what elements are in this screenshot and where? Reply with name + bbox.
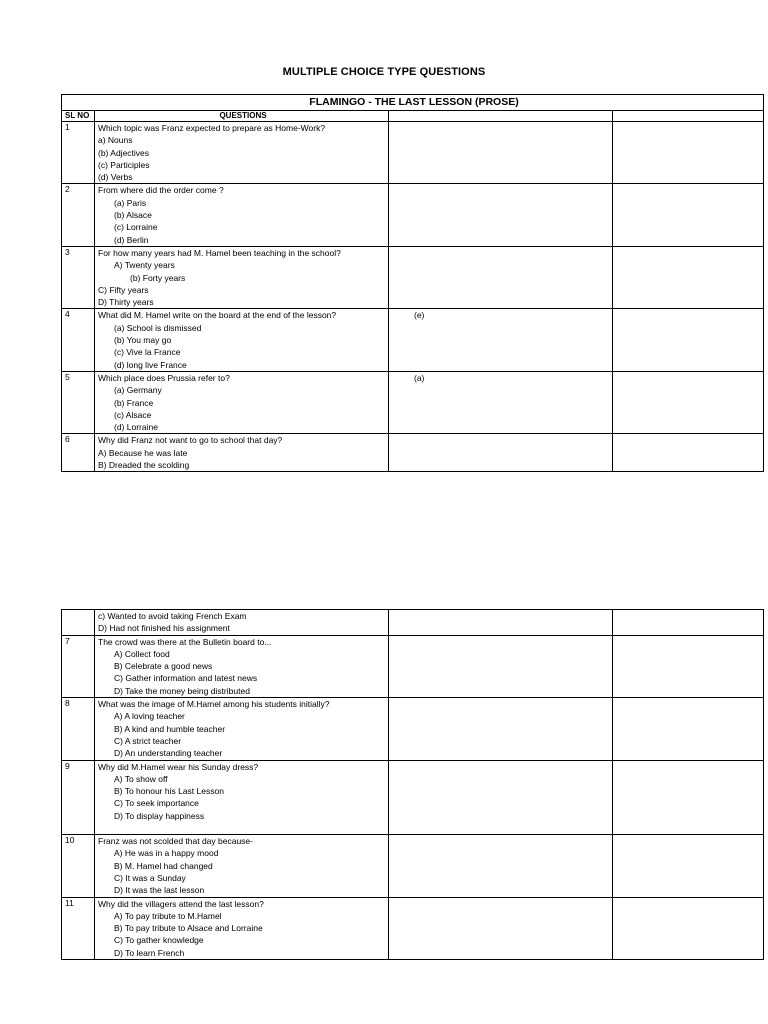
answer-text: (a)	[414, 372, 425, 383]
option: D) Take the money being distributed	[114, 685, 250, 696]
question-cell	[95, 309, 389, 371]
answer-cell	[389, 246, 613, 308]
extra-cell	[613, 246, 764, 308]
question-cell	[95, 698, 389, 760]
table-row	[62, 635, 764, 697]
table-row	[62, 698, 764, 760]
answer-cell	[389, 184, 613, 246]
answer-cell	[389, 635, 613, 697]
table-row	[62, 371, 764, 433]
table-row	[62, 246, 764, 308]
option: C) To seek importance	[114, 798, 199, 809]
extra-cell	[613, 698, 764, 760]
question-cell	[95, 184, 389, 246]
answer-cell	[389, 309, 613, 371]
option: D) To display happiness	[114, 810, 205, 821]
question-number-empty	[62, 610, 95, 636]
question-text: Why did M.Hamel wear his Sunday dress?	[98, 761, 259, 772]
question-number: 4	[62, 309, 95, 371]
option: (c) Vive la France	[114, 347, 181, 358]
option: B) To pay tribute to Alsace and Lorraine	[114, 923, 263, 934]
option: D) Thirty years	[98, 297, 154, 308]
question-number: 8	[62, 698, 95, 760]
option: (d) Lorraine	[114, 422, 158, 433]
option: D) An understanding teacher	[114, 748, 223, 759]
option: A) To show off	[114, 773, 168, 784]
option: D) To learn French	[114, 947, 185, 958]
option: C) A strict teacher	[114, 735, 182, 746]
option: (b) France	[114, 397, 154, 408]
question-text: From where did the order come ?	[98, 185, 224, 196]
option: (a) School is dismissed	[114, 322, 202, 333]
answer-cell	[389, 610, 613, 636]
question-number: 6	[62, 434, 95, 472]
extra-cell	[613, 122, 764, 184]
question-text: Which place does Prussia refer to?	[98, 372, 230, 383]
answer-cell	[389, 122, 613, 184]
option: D) It was the last lesson	[114, 885, 205, 896]
question-number: 1	[62, 122, 95, 184]
option: (c) Lorraine	[114, 222, 158, 233]
question-text: What was the image of M.Hamel among his students initially?	[98, 699, 330, 710]
header-questions: QUESTIONS	[95, 111, 389, 122]
header-sl-no: SL NO	[62, 111, 95, 122]
option: (d) Berlin	[114, 234, 149, 245]
option: (a) Paris	[114, 197, 147, 208]
option: B) Celebrate a good news	[114, 661, 213, 672]
answer-cell	[389, 760, 613, 834]
answer-cell	[389, 698, 613, 760]
answer-text: (e)	[414, 310, 425, 321]
question-text: What did M. Hamel write on the board at the end of the lesson?	[98, 310, 337, 321]
header-empty	[613, 111, 764, 122]
table-row	[62, 122, 764, 184]
option: C) Gather information and latest news	[114, 673, 258, 684]
questions-table	[61, 94, 764, 472]
question-text: For how many years had M. Hamel been teaching in the school?	[98, 247, 341, 258]
page-title: MULTIPLE CHOICE TYPE QUESTIONS	[282, 66, 486, 78]
extra-cell	[613, 835, 764, 897]
table-row	[62, 760, 764, 834]
option: A) To pay tribute to M.Hamel	[114, 910, 222, 921]
table-row	[62, 184, 764, 246]
table-row	[62, 434, 764, 472]
question-text: Why did Franz not want to go to school that day?	[98, 435, 283, 446]
table-row	[62, 835, 764, 897]
extra-cell	[613, 184, 764, 246]
answer-cell	[389, 371, 613, 433]
option: B) To honour his Last Lesson	[114, 786, 224, 797]
question-text: Franz was not scolded that day because-	[98, 836, 253, 847]
option: C) Fifty years	[98, 284, 149, 295]
extra-cell	[613, 309, 764, 371]
table-row	[62, 897, 764, 959]
question-number: 10	[62, 835, 95, 897]
question-number: 2	[62, 184, 95, 246]
question-number: 7	[62, 635, 95, 697]
option: B) A kind and humble teacher	[114, 723, 226, 734]
question-cell	[95, 434, 389, 472]
table-title: FLAMINGO - THE LAST LESSON (PROSE)	[62, 95, 764, 111]
option: D) Had not finished his assignment	[98, 623, 230, 634]
extra-cell	[613, 371, 764, 433]
question-number: 3	[62, 246, 95, 308]
option: a) Nouns	[98, 135, 133, 146]
answer-cell	[389, 897, 613, 959]
option: (b) You may go	[114, 335, 172, 346]
question-cell	[95, 122, 389, 184]
option: (c) Participles	[98, 159, 150, 170]
option: (d) long live France	[114, 359, 187, 370]
option: A) Twenty years	[114, 260, 175, 271]
question-cell	[95, 246, 389, 308]
extra-cell	[613, 897, 764, 959]
extra-cell	[613, 610, 764, 636]
extra-cell	[613, 635, 764, 697]
option: A) A loving teacher	[114, 711, 185, 722]
question-cell	[95, 835, 389, 897]
question-text: Which topic was Franz expected to prepare as Home-Work?	[98, 123, 326, 133]
option: (b) Alsace	[114, 210, 152, 221]
option: (b) Adjectives	[98, 147, 150, 158]
option: B) Dreaded the scolding	[98, 460, 190, 471]
question-cell	[95, 635, 389, 697]
question-cell	[95, 760, 389, 834]
option: (c) Alsace	[114, 409, 152, 420]
question-cell	[95, 897, 389, 959]
question-number: 9	[62, 760, 95, 834]
option: (a) Germany	[114, 385, 162, 396]
table-row	[62, 610, 764, 636]
question-text: The crowd was there at the Bulletin board to...	[98, 636, 272, 647]
extra-cell	[613, 760, 764, 834]
answer-cell	[389, 434, 613, 472]
extra-cell	[613, 434, 764, 472]
option: A) He was in a happy mood	[114, 848, 219, 859]
question-cell	[95, 371, 389, 433]
option: B) M. Hamel had changed	[114, 860, 213, 871]
question-number: 11	[62, 897, 95, 959]
option: A) Collect food	[114, 648, 170, 659]
option: C) To gather knowledge	[114, 935, 204, 946]
header-empty	[389, 111, 613, 122]
table-row	[62, 309, 764, 371]
option: (b) Forty years	[130, 272, 186, 283]
question-cell	[95, 610, 389, 636]
option: C) It was a Sunday	[114, 872, 186, 883]
question-text: Why did the villagers attend the last lesson?	[98, 898, 264, 909]
option: (d) Verbs	[98, 172, 133, 183]
option: c) Wanted to avoid taking French Exam	[98, 611, 247, 621]
question-number: 5	[62, 371, 95, 433]
questions-table-continued	[61, 609, 764, 960]
option: A) Because he was late	[98, 447, 188, 458]
answer-cell	[389, 835, 613, 897]
